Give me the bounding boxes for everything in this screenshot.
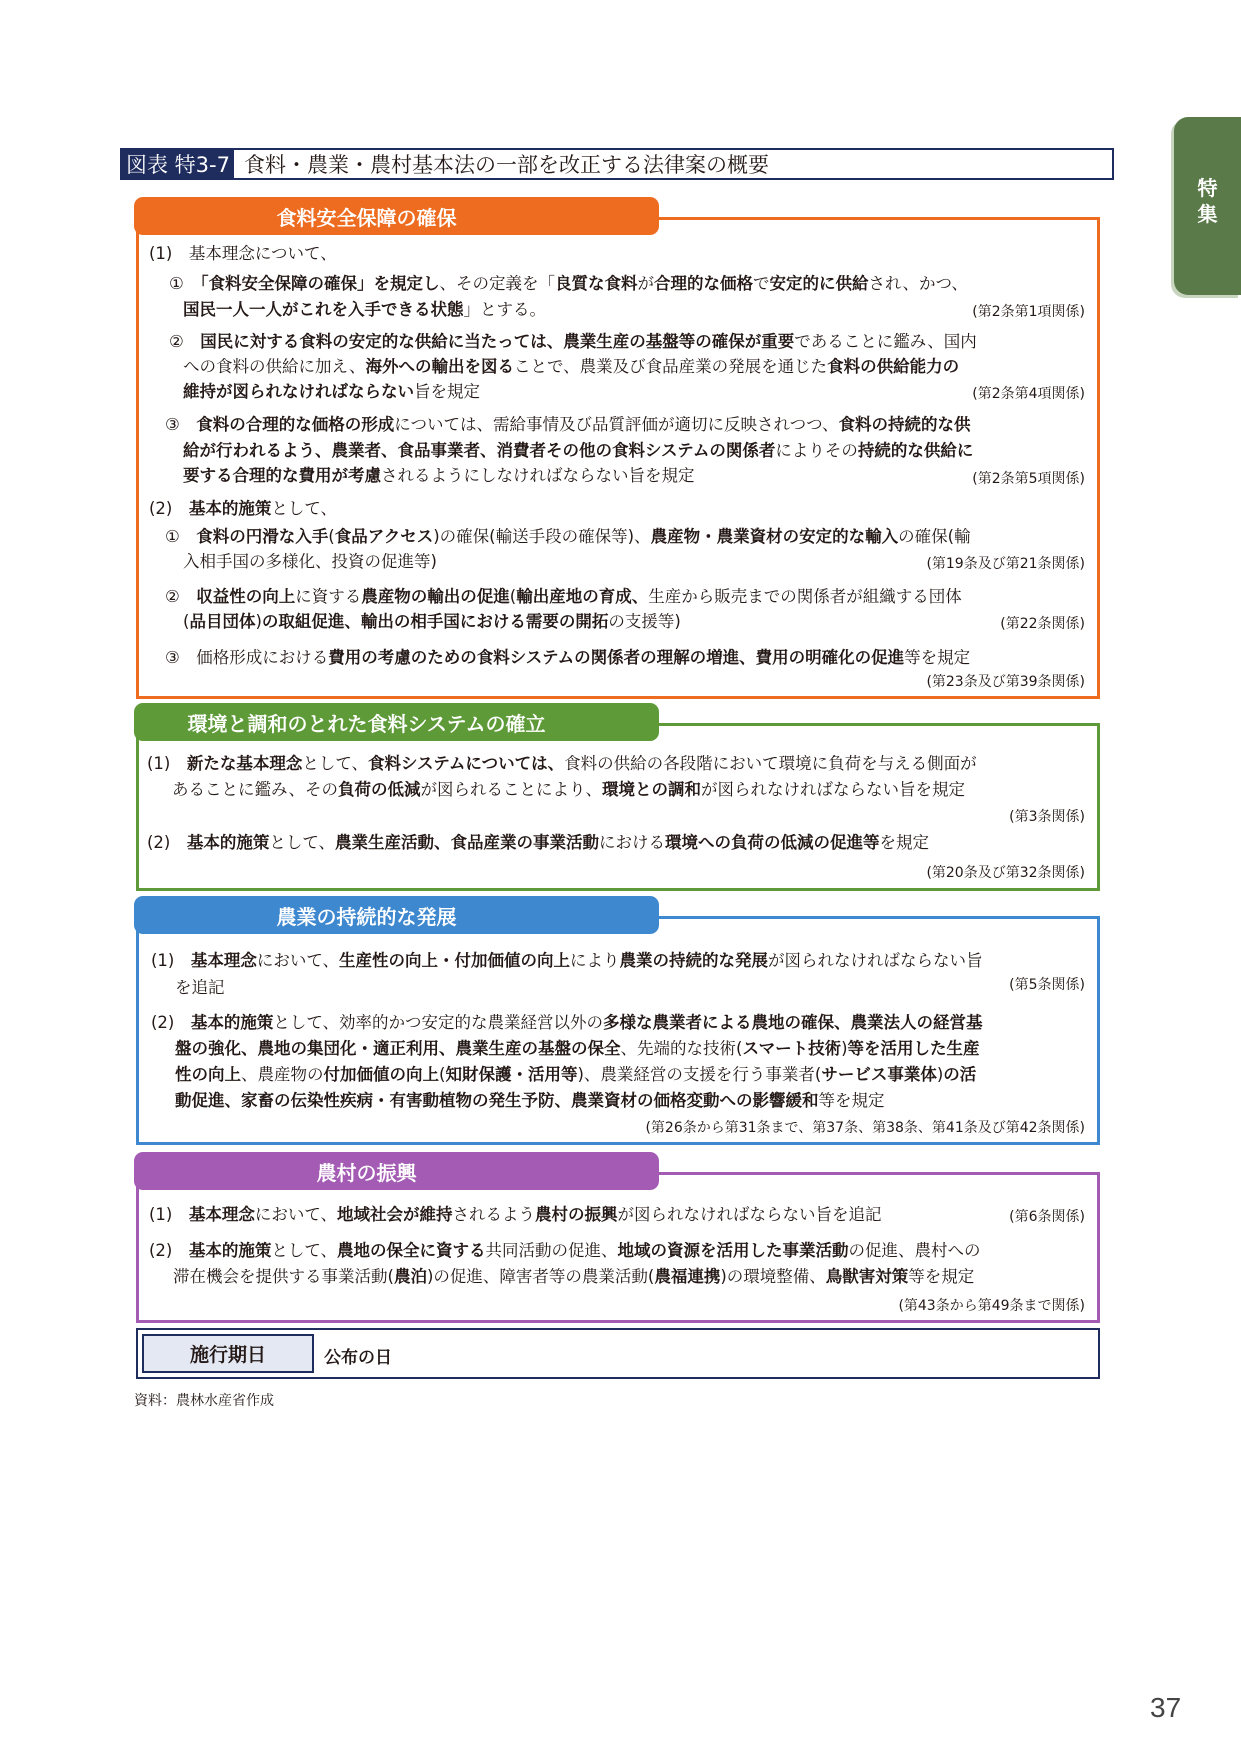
enforcement-label: 施行期日 bbox=[142, 1334, 314, 1373]
article-reference: (第22条関係) bbox=[1000, 616, 1085, 632]
side-tab-char-1: 特 bbox=[1197, 176, 1218, 200]
text-line: 動促進、家畜の伝染性疾病・有害動植物の発生予防、農業資材の価格変動への影響緩和等を規定 bbox=[175, 1091, 885, 1110]
section-header-rural bbox=[134, 1152, 659, 1190]
article-reference: (第5条関係) bbox=[1009, 977, 1085, 993]
text-line: を追記 bbox=[175, 978, 225, 997]
text-line: 要する合理的な費用が考慮されるようにしなければならない旨を規定 bbox=[183, 466, 695, 485]
text-line: (2) 基本的施策として、効率的かつ安定的な農業経営以外の多様な農業者による農地の確保、農業法人の経営基 bbox=[151, 1013, 983, 1032]
text-line: 国民一人一人がこれを入手できる状態」とする。 bbox=[183, 300, 546, 319]
section-header-environment bbox=[134, 703, 659, 741]
article-reference: (第6条関係) bbox=[1009, 1209, 1085, 1225]
section-title: 農村の振興 bbox=[316, 1160, 417, 1185]
text-line: 維持が図られなければならない旨を規定 bbox=[183, 382, 480, 401]
text-line: 滞在機会を提供する事業活動(農泊)の促進、障害者等の農業活動(農福連携)の環境整備、鳥獣害対策等を規定 bbox=[173, 1267, 975, 1286]
side-tab-special-feature[interactable] bbox=[1174, 117, 1241, 295]
page-number: 37 bbox=[1150, 1692, 1182, 1723]
text-line: 性の向上、農産物の付加価値の向上(知財保護・活用等)、農業経営の支援を行う事業者(サービス事業体)の活 bbox=[175, 1065, 977, 1084]
article-reference: (第23条及び第39条関係) bbox=[926, 674, 1085, 690]
text-line: ③ 食料の合理的な価格の形成については、需給事情及び品質評価が適切に反映されつつ、食料の持続的な供 bbox=[165, 415, 971, 434]
enforcement-value: 公布の日 bbox=[324, 1348, 392, 1368]
text-line: ① 「食料安全保障の確保」を規定し、その定義を「良質な食料が合理的な価格で安定的に供給され、かつ、 bbox=[169, 274, 968, 293]
article-reference: (第2条第4項関係) bbox=[972, 386, 1085, 402]
section-header-agriculture bbox=[134, 896, 659, 934]
text-line: ① 食料の円滑な入手(食品アクセス)の確保(輸送手段の確保等)、農産物・農業資材の安定的な輸入の確保(輸 bbox=[165, 527, 971, 546]
article-reference: (第3条関係) bbox=[1009, 809, 1085, 825]
text-line: (品目団体)の取組促進、輸出の相手国における需要の開拓の支援等) bbox=[183, 612, 681, 631]
figure-title: 食料・農業・農村基本法の一部を改正する法律案の概要 bbox=[243, 153, 769, 177]
article-reference: (第2条第5項関係) bbox=[972, 471, 1085, 487]
text-line: (1) 基本理念において、生産性の向上・付加価値の向上により農業の持続的な発展が図られなければならない旨 bbox=[151, 951, 983, 970]
text-line: (1) 新たな基本理念として、食料システムについては、食料の供給の各段階において環境に負荷を与える側面が bbox=[147, 754, 977, 773]
section-rural bbox=[136, 1172, 1100, 1323]
text-line: 盤の強化、農地の集団化・適正利用、農業生産の基盤の保全、先端的な技術(スマート技術)等を活用した生産 bbox=[175, 1039, 980, 1058]
text-line: あることに鑑み、その負荷の低減が図られることにより、環境との調和が図られなければならない旨を規定 bbox=[172, 780, 965, 799]
text-line: 給が行われるよう、農業者、食品事業者、消費者その他の食料システムの関係者によりその持続的な供給に bbox=[183, 441, 974, 460]
section-food-security bbox=[136, 217, 1100, 699]
source-note: 資料：農林水産省作成 bbox=[134, 1393, 274, 1409]
text-line: (2) 基本的施策として、 bbox=[149, 499, 338, 518]
section-title: 環境と調和のとれた食料システムの確立 bbox=[187, 711, 546, 736]
section-title: 食料安全保障の確保 bbox=[276, 205, 457, 230]
section-header-food-security bbox=[134, 197, 659, 235]
text-line: ② 収益性の向上に資する農産物の輸出の促進(輸出産地の育成、生産から販売までの関係者が組織する団体 bbox=[165, 587, 962, 606]
text-line: (2) 基本的施策として、農地の保全に資する共同活動の促進、地域の資源を活用した事業活動の促進、農村への bbox=[149, 1241, 981, 1260]
side-tab-char-2: 集 bbox=[1197, 202, 1218, 226]
section-agriculture bbox=[136, 916, 1100, 1145]
text-line: ② 国民に対する食料の安定的な供給に当たっては、農業生産の基盤等の確保が重要であることに鑑み、国内 bbox=[169, 332, 977, 351]
article-reference: (第43条から第49条まで関係) bbox=[898, 1298, 1085, 1314]
text-line: への食料の供給に加え、海外への輸出を図ることで、農業及び食品産業の発展を通じた食料の供給能力の bbox=[183, 357, 960, 376]
figure-label: 図表 特3-7 bbox=[122, 150, 234, 178]
text-line: (1) 基本理念において、地域社会が維持されるよう農村の振興が図られなければならない旨を追記 bbox=[149, 1205, 882, 1224]
text-line: (2) 基本的施策として、農業生産活動、食品産業の事業活動における環境への負荷の低減の促進等を規定 bbox=[147, 833, 930, 852]
figure-title-bar bbox=[120, 148, 1114, 180]
text-line: ③ 価格形成における費用の考慮のための食料システムの関係者の理解の増進、費用の明確化の促進等を規定 bbox=[165, 648, 971, 667]
text-line: (1) 基本理念について、 bbox=[149, 244, 337, 263]
article-reference: (第20条及び第32条関係) bbox=[926, 865, 1085, 881]
article-reference: (第26条から第31条まで、第37条、第38条、第41条及び第42条関係) bbox=[645, 1120, 1085, 1136]
section-environment bbox=[136, 723, 1100, 891]
section-title: 農業の持続的な発展 bbox=[276, 904, 457, 929]
enforcement-date-box bbox=[136, 1328, 1100, 1379]
article-reference: (第2条第1項関係) bbox=[972, 304, 1085, 320]
text-line: 入相手国の多様化、投資の促進等) bbox=[183, 552, 437, 571]
article-reference: (第19条及び第21条関係) bbox=[926, 556, 1085, 572]
